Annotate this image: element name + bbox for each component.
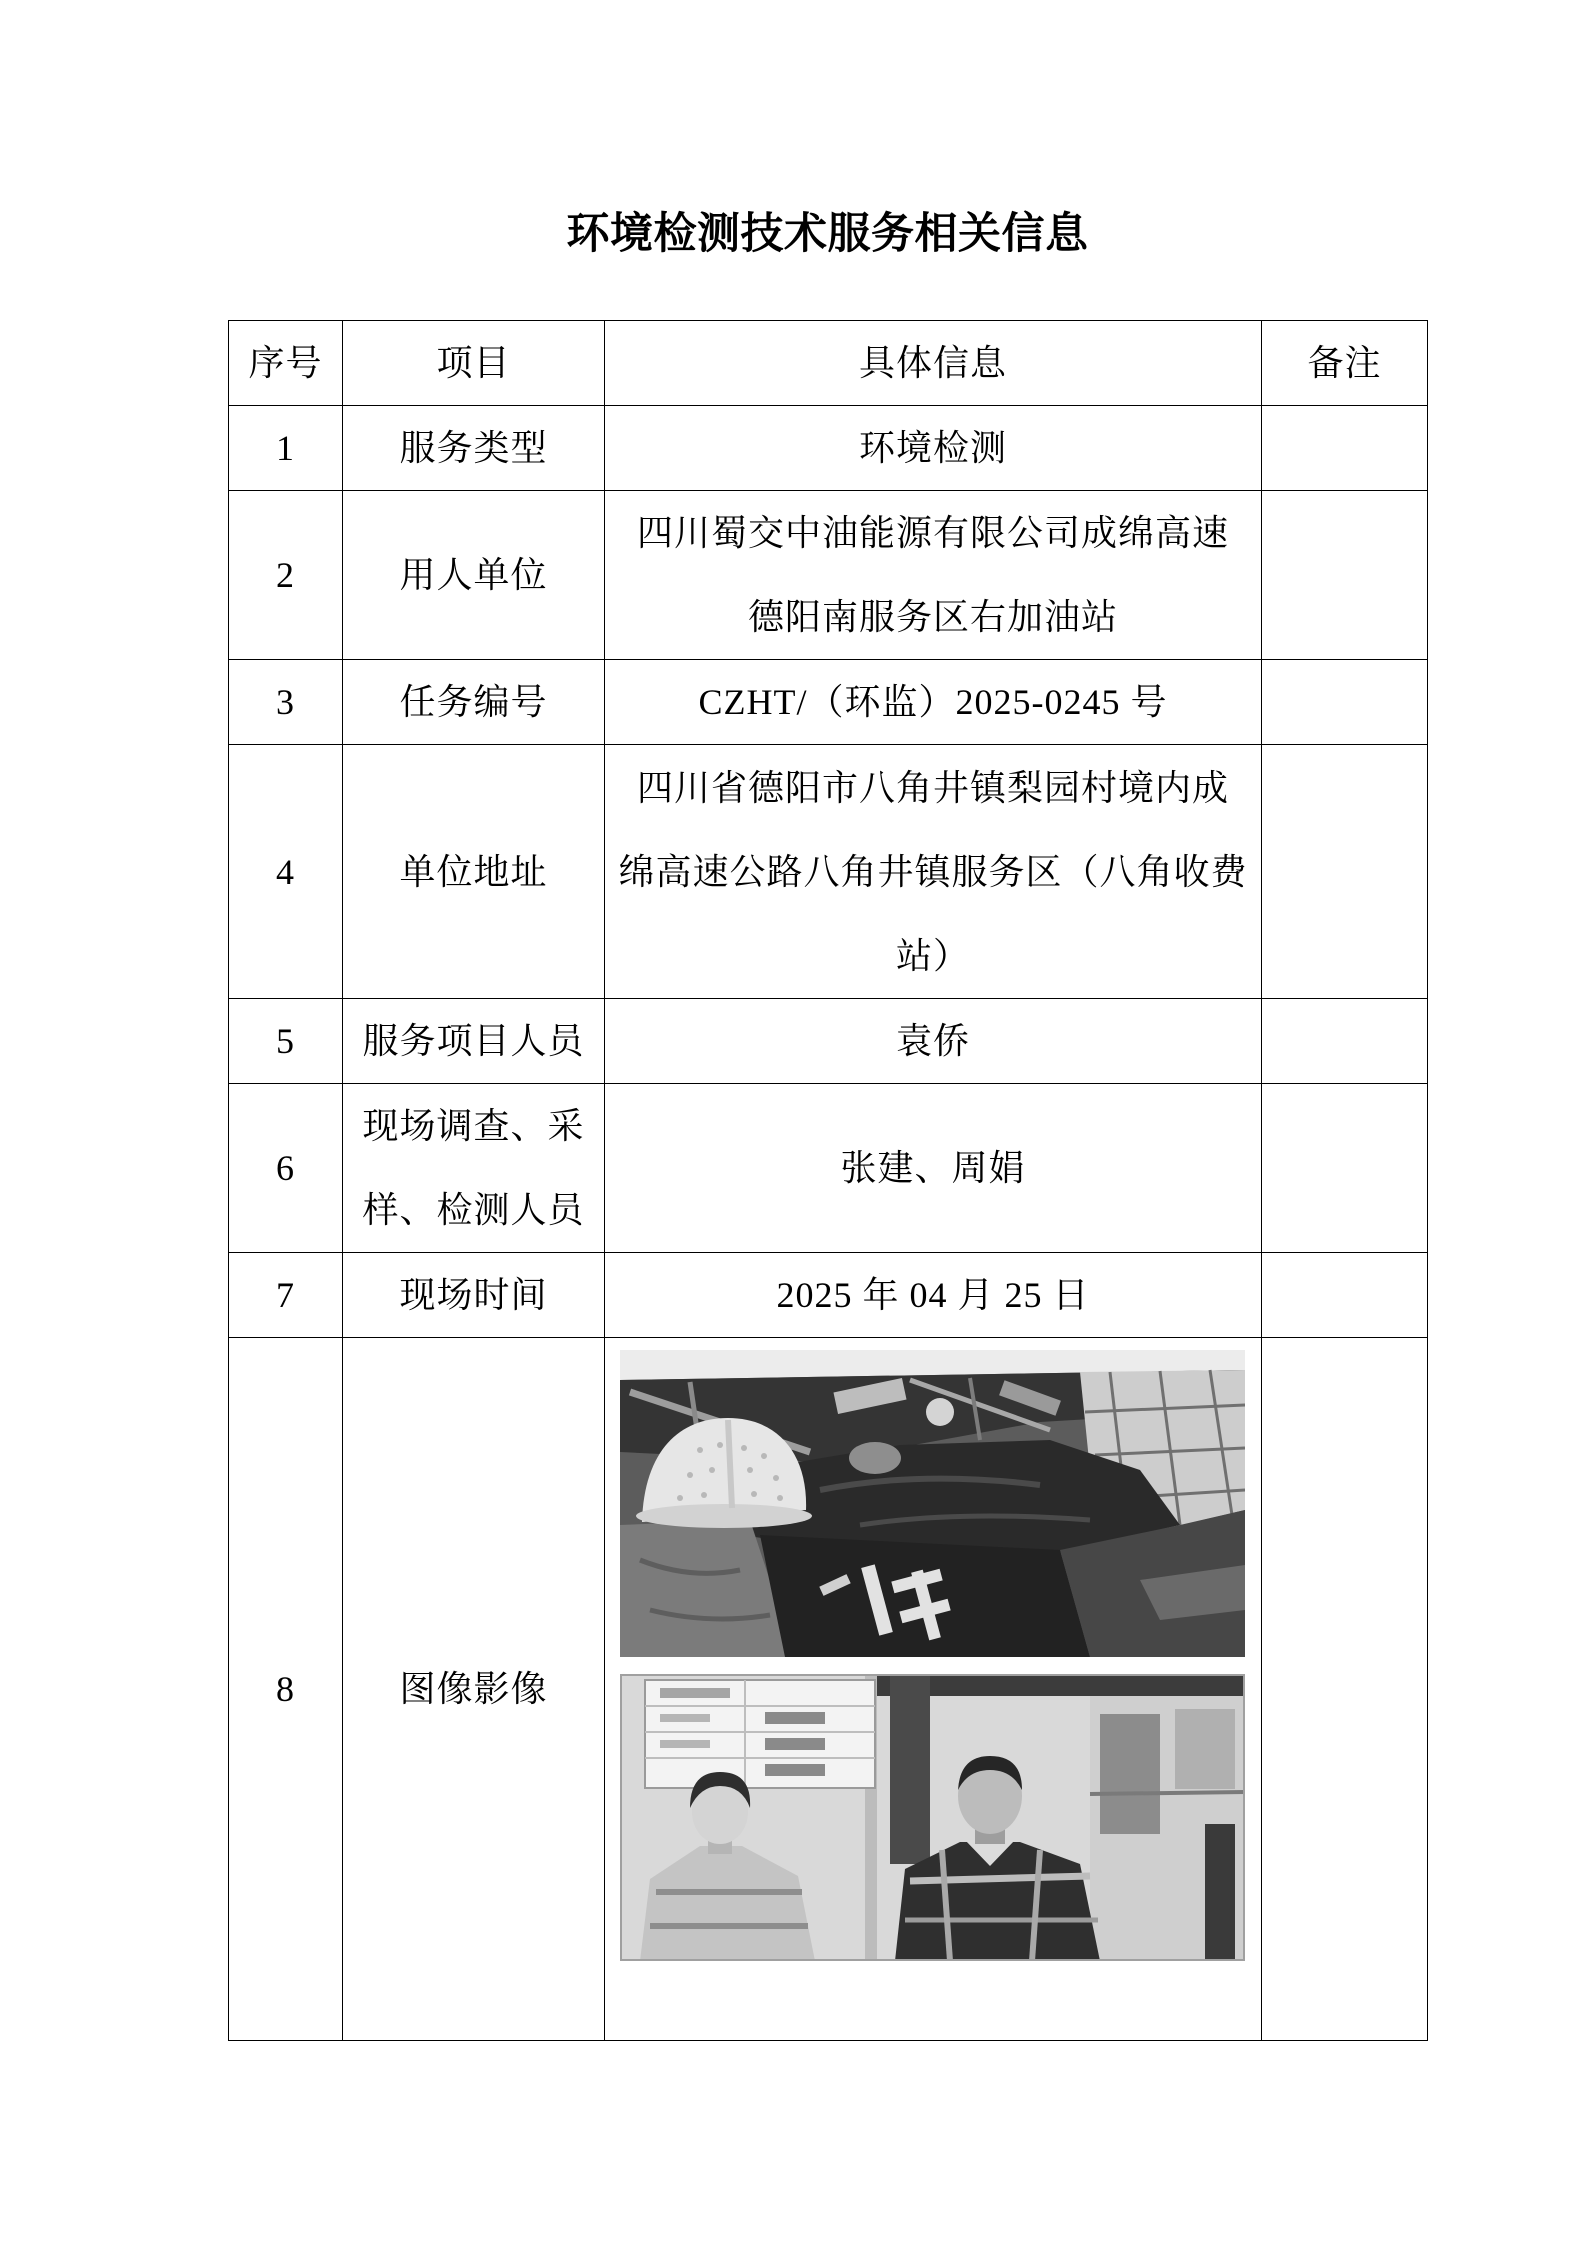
detail-line: 袁侨 [895,1021,970,1061]
row-remark [1262,1084,1428,1253]
row-detail [605,406,1262,491]
price-board [645,1680,875,1788]
item-line: 图像影像 [399,1669,548,1709]
detail-line: 四川蜀交中油能源有限公司成绵高速 [636,513,1229,553]
row-remark [1262,660,1428,745]
item-line: 用人单位 [399,555,548,595]
row-index: 2 [229,491,343,660]
row-detail [605,1084,1262,1253]
row-item [343,660,605,745]
row-detail-photos [605,1338,1262,2041]
header-item: 项目 [343,321,605,406]
table-row [229,1338,1428,2041]
detail-line: 环境检测 [858,428,1007,468]
detail-line: CZHT/（环监）2025-0245 号 [698,682,1168,722]
table-row [229,1253,1428,1338]
row-detail [605,491,1262,660]
item-line: 现场调查、采 [362,1106,585,1146]
detail-line: 2025 年 04 月 25 日 [776,1275,1090,1315]
table-row [229,660,1428,745]
document-title: 环境检测技术服务相关信息 [566,211,1089,258]
row-item [343,491,605,660]
row-index: 7 [229,1253,343,1338]
detail-line: 四川省德阳市八角井镇梨园村境内成 [636,767,1229,808]
header-index: 序号 [229,321,343,406]
row-remark [1262,406,1428,491]
item-line: 服务项目人员 [362,1021,585,1061]
header-remark: 备注 [1262,321,1428,406]
row-detail [605,1253,1262,1338]
row-remark [1262,745,1428,999]
header-detail: 具体信息 [605,321,1262,406]
row-detail [605,660,1262,745]
jacket-back-logo [760,1535,1090,1657]
row-item [343,406,605,491]
row-item [343,745,605,999]
row-detail [605,999,1262,1084]
table-row [229,491,1428,660]
row-remark [1262,491,1428,660]
table-row [229,406,1428,491]
row-index: 5 [229,999,343,1084]
item-line: 服务类型 [399,428,548,468]
row-item [343,999,605,1084]
row-item [343,1084,605,1253]
detail-line: 德阳南服务区右加油站 [747,597,1118,637]
table-row [229,1084,1428,1253]
row-item [343,1253,605,1338]
row-index: 1 [229,406,343,491]
item-line: 单位地址 [399,851,548,892]
site-photo-worker-at-equipment [620,1350,1245,1657]
row-remark [1262,1253,1428,1338]
table-header-row [229,321,1428,406]
detail-line: 绵高速公路八角井镇服务区（八角收费 [618,851,1248,892]
detail-line: 站） [895,935,970,976]
detail-line: 张建、周娟 [840,1148,1026,1188]
row-index: 8 [229,1338,343,2041]
site-photo-two-staff [620,1674,1245,1961]
row-item [343,1338,605,2041]
row-index: 6 [229,1084,343,1253]
row-remark [1262,999,1428,1084]
table-row [229,745,1428,999]
row-remark [1262,1338,1428,2041]
row-index: 4 [229,745,343,999]
item-line: 样、检测人员 [362,1190,585,1230]
service-info-table [228,320,1428,2041]
row-index: 3 [229,660,343,745]
table-row [229,999,1428,1084]
row-detail [605,745,1262,999]
item-line: 任务编号 [399,682,548,722]
item-line: 现场时间 [399,1275,548,1315]
